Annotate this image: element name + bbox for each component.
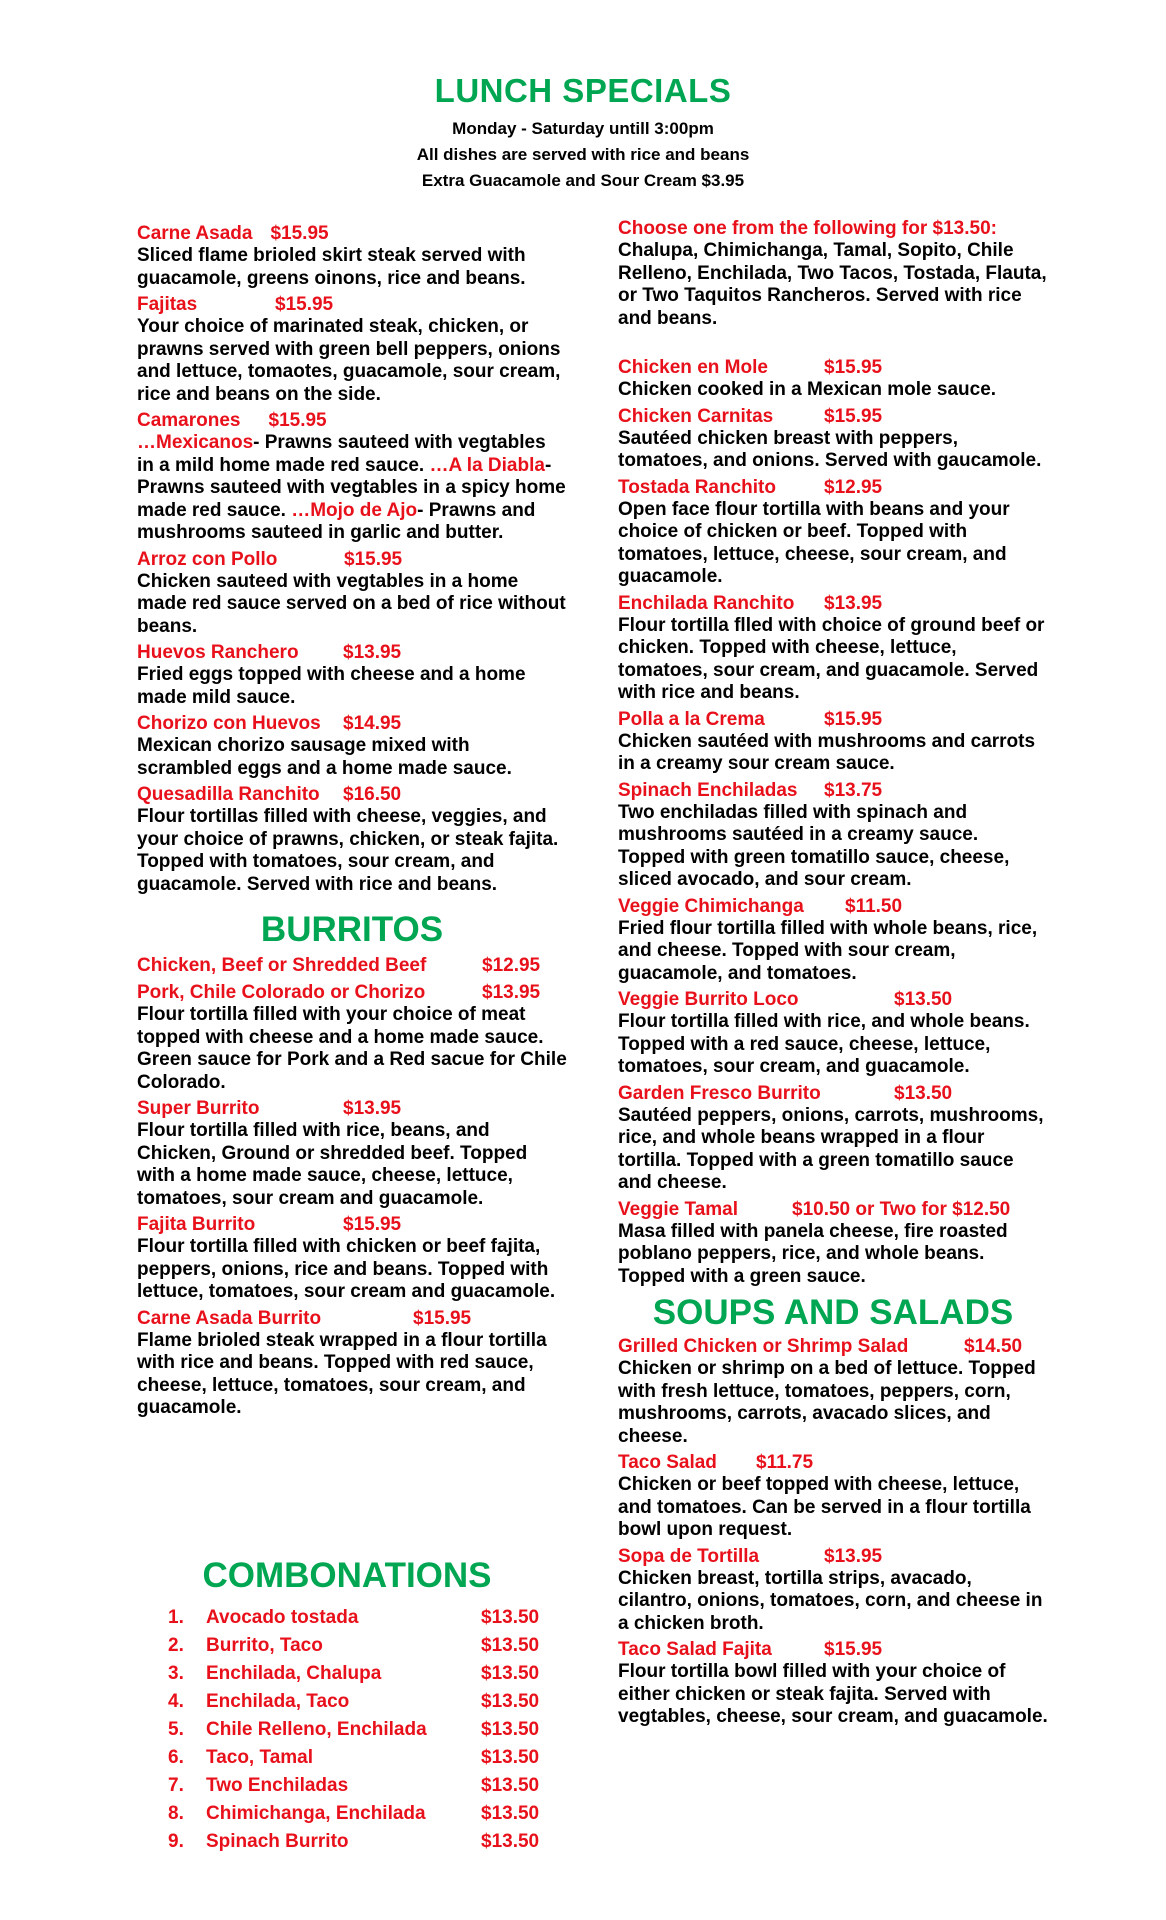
menu-item-sopa-de-tortilla bbox=[618, 1545, 1048, 1636]
item-desc: Chicken cooked in a Mexican mole sauce. bbox=[618, 379, 997, 400]
menu-item-grilled-salad bbox=[618, 1335, 1048, 1448]
combo-row bbox=[168, 1800, 548, 1828]
item-desc: Sautéed peppers, onions, carrots, mushrooms, rice, and whole beans wrapped in a flour tortilla. Topped with a green tomatillo sauce and cheese. bbox=[618, 1104, 1044, 1193]
item-price: $14.50 bbox=[964, 1336, 1023, 1357]
hours-note: Monday - Saturday untill 3:00pm bbox=[452, 119, 714, 138]
menu-item-veggie-tamal bbox=[618, 1198, 1048, 1289]
combo-price: $13.50 bbox=[481, 1607, 540, 1628]
item-name: Super Burrito bbox=[137, 1098, 260, 1119]
extras-note: Extra Guacamole and Sour Cream $3.95 bbox=[421, 171, 745, 190]
menu-item-huevos-ranchero bbox=[137, 641, 567, 709]
item-price: $15.95 bbox=[270, 223, 329, 244]
item-price: $11.75 bbox=[756, 1452, 814, 1473]
item-name: Taco Salad Fajita bbox=[618, 1639, 772, 1660]
menu-item-polla-a-la-crema bbox=[618, 708, 1048, 776]
menu-item-super-burrito bbox=[137, 1097, 567, 1210]
menu-item-spinach-enchiladas bbox=[618, 779, 1048, 892]
combo-name: Spinach Burrito bbox=[206, 1831, 349, 1852]
variant-name: …A la Diabla bbox=[429, 454, 545, 476]
combo-number: 7. bbox=[168, 1775, 184, 1796]
combo-name: Avocado tostada bbox=[206, 1607, 359, 1628]
item-name: Carne Asada bbox=[137, 223, 253, 244]
menu-item-camarones bbox=[137, 409, 567, 545]
variant-desc: - Prawns and mushrooms sauteed in garlic and butter. bbox=[137, 499, 536, 543]
item-price: $15.95 bbox=[413, 1307, 472, 1329]
combo-name: Chile Relleno, Enchilada bbox=[206, 1719, 427, 1740]
item-price: $14.95 bbox=[343, 713, 402, 734]
item-price: $12.95 bbox=[824, 476, 883, 498]
menu-item-quesadilla-ranchito bbox=[137, 783, 567, 896]
item-price: $15.95 bbox=[343, 1214, 402, 1235]
combinations-list bbox=[168, 1604, 548, 1856]
combo-row bbox=[168, 1744, 548, 1772]
left-column bbox=[137, 222, 567, 1423]
menu-item-choose-one bbox=[618, 217, 1048, 330]
combo-row bbox=[168, 1772, 548, 1800]
item-name: Veggie Tamal bbox=[618, 1198, 739, 1220]
combo-number: 6. bbox=[168, 1747, 184, 1768]
item-name: Polla a la Crema bbox=[618, 708, 765, 730]
combo-row bbox=[168, 1604, 548, 1632]
menu-item-enchilada-ranchito bbox=[618, 592, 1048, 705]
item-price: $13.95 bbox=[824, 1545, 883, 1567]
item-name: Spinach Enchiladas bbox=[618, 779, 798, 801]
item-name: Tostada Ranchito bbox=[618, 476, 776, 498]
item-price: $15.95 bbox=[344, 548, 403, 570]
item-price: $13.75 bbox=[824, 779, 883, 801]
item-name: Chicken Carnitas bbox=[618, 405, 774, 427]
menu-item-carne-asada bbox=[137, 222, 567, 290]
menu-item-veggie-chimichanga bbox=[618, 895, 1048, 986]
item-desc bbox=[137, 432, 567, 545]
combo-price: $13.50 bbox=[481, 1719, 540, 1740]
item-name: Chicken en Mole bbox=[618, 357, 768, 378]
item-name: Quesadilla Ranchito bbox=[137, 784, 320, 805]
item-name: Camarones bbox=[137, 410, 241, 431]
item-desc: Sliced flame brioled skirt steak served with guacamole, greens oinons, rice and beans. bbox=[137, 245, 526, 289]
combo-number: 9. bbox=[168, 1831, 184, 1852]
menu-item-veggie-burrito-loco bbox=[618, 988, 1048, 1079]
menu-item-chicken-en-mole bbox=[618, 356, 1048, 402]
item-name: Veggie Burrito Loco bbox=[618, 989, 799, 1010]
menu-item-burrito-chicken-beef bbox=[137, 954, 567, 977]
item-name: Fajita Burrito bbox=[137, 1214, 256, 1235]
item-name: Taco Salad bbox=[618, 1452, 717, 1473]
variant-desc: - Prawns sauteed with vegtables in a spicy home made red sauce. bbox=[137, 454, 566, 521]
variant-desc: - Prawns sauteed with vegtables in a mild home made red sauce. bbox=[137, 432, 546, 476]
item-desc: Masa filled with panela cheese, fire roasted poblano peppers, rice, and whole beans. Topped with a green sauce. bbox=[618, 1220, 1008, 1287]
variant-name: …Mojo de Ajo bbox=[291, 499, 418, 521]
combo-price: $13.50 bbox=[481, 1635, 540, 1656]
variant-name: …Mexicanos bbox=[137, 432, 254, 453]
combo-number: 8. bbox=[168, 1803, 184, 1824]
item-desc: Chicken or shrimp on a bed of lettuce. Topped with fresh lettuce, tomatoes, peppers, corn, mushrooms, carrots, avacado slices, and cheese. bbox=[618, 1358, 1036, 1447]
item-desc: Open face flour tortilla with beans and your choice of chicken or beef. Topped with tomatoes, lettuce, cheese, sour cream, and guacamole. bbox=[618, 498, 1010, 587]
right-column bbox=[618, 217, 1048, 1732]
item-desc: Fried eggs topped with cheese and a home made mild sauce. bbox=[137, 664, 526, 708]
item-desc: Fried flour tortilla filled with whole beans, rice, and cheese. Topped with sour cream, guacamole, and tomatoes. bbox=[618, 917, 1038, 984]
item-desc: Chicken or beef topped with cheese, lettuce, and tomatoes. Can be served in a flour tortilla bowl upon request. bbox=[618, 1474, 1031, 1540]
combo-name: Burrito, Taco bbox=[206, 1635, 323, 1656]
item-desc: Flour tortilla bowl filled with your choice of either chicken or steak fajita. Served with vegtables, cheese, sour cream, and guacamole. bbox=[618, 1661, 1048, 1727]
item-price: $13.95 bbox=[824, 592, 883, 614]
item-price: $10.50 or Two for $12.50 bbox=[792, 1198, 1011, 1220]
item-name: Sopa de Tortilla bbox=[618, 1545, 760, 1567]
item-name: Enchilada Ranchito bbox=[618, 592, 795, 614]
item-name: Pork, Chile Colorado or Chorizo bbox=[137, 982, 426, 1003]
served-note: All dishes are served with rice and beans bbox=[416, 145, 750, 164]
combo-number: 3. bbox=[168, 1663, 184, 1684]
item-price: $15.95 bbox=[824, 357, 883, 378]
item-price: $15.95 bbox=[824, 1639, 883, 1660]
item-desc: Flour tortilla filled with chicken or beef fajita, peppers, onions, rice and beans. Topped with lettuce, tomatoes, sour cream and guacamole. bbox=[137, 1236, 556, 1302]
item-desc: Flour tortilla filled with your choice of meat topped with cheese and a home made sauce. Green sauce for Pork and a Red sacue for Chile Colorado. bbox=[137, 1004, 567, 1093]
menu-item-taco-salad bbox=[618, 1451, 1048, 1542]
combo-number: 5. bbox=[168, 1719, 184, 1740]
item-desc: Chicken breast, tortilla strips, avacado, cilantro, onions, tomatoes, corn, and cheese in a chicken broth. bbox=[618, 1567, 1043, 1634]
item-price: $16.50 bbox=[343, 784, 402, 805]
item-desc: Chalupa, Chimichanga, Tamal, Sopito, Chile Relleno, Enchilada, Two Tacos, Tostada, Flauta, or Two Taquitos Rancheros. Served with rice and beans. bbox=[618, 240, 1047, 329]
combo-row bbox=[168, 1716, 548, 1744]
item-name: Grilled Chicken or Shrimp Salad bbox=[618, 1336, 909, 1357]
menu-item-carne-asada-burrito bbox=[137, 1307, 567, 1420]
item-desc: Flour tortilla filled with rice, and whole beans. Topped with a red sauce, cheese, lettuce, tomatoes, sour cream, and guacamole. bbox=[618, 1011, 1030, 1077]
item-desc: Mexican chorizo sausage mixed with scrambled eggs and a home made sauce. bbox=[137, 735, 512, 779]
item-price: $15.95 bbox=[824, 405, 883, 427]
combo-price: $13.50 bbox=[481, 1775, 540, 1796]
combo-price: $13.50 bbox=[481, 1747, 540, 1768]
item-desc: Sautéed chicken breast with peppers, tomatoes, and onions. Served with gaucamole. bbox=[618, 427, 1042, 471]
item-name: Garden Fresco Burrito bbox=[618, 1082, 821, 1104]
item-desc: Flame brioled steak wrapped in a flour tortilla with rice and beans. Topped with red sauce, cheese, lettuce, tomatoes, sour cream, and guacamole. bbox=[137, 1329, 547, 1418]
combo-name: Enchilada, Taco bbox=[206, 1691, 350, 1712]
item-name: Chicken, Beef or Shredded Beef bbox=[137, 955, 427, 976]
item-desc: Two enchiladas filled with spinach and mushrooms sautéed in a creamy sauce. Topped with green tomatillo sauce, cheese, sliced avocado, and sour cream. bbox=[618, 801, 1010, 890]
menu-item-burrito-pork-chile bbox=[137, 981, 567, 1094]
combo-price: $13.50 bbox=[481, 1663, 540, 1684]
combo-row bbox=[168, 1688, 548, 1716]
item-name: Veggie Chimichanga bbox=[618, 895, 804, 917]
combo-number: 4. bbox=[168, 1691, 184, 1712]
item-price: $15.95 bbox=[268, 410, 327, 431]
item-name: Carne Asada Burrito bbox=[137, 1307, 322, 1329]
menu-item-chorizo-con-huevos bbox=[137, 712, 567, 780]
combo-price: $13.50 bbox=[481, 1691, 540, 1712]
combo-number: 2. bbox=[168, 1635, 184, 1656]
combo-name: Taco, Tamal bbox=[206, 1747, 313, 1768]
item-name: Arroz con Pollo bbox=[137, 548, 278, 570]
page-title: LUNCH SPECIALS bbox=[434, 72, 732, 109]
item-price: $13.95 bbox=[482, 982, 541, 1003]
item-desc: Your choice of marinated steak, chicken, or prawns served with green bell peppers, onions and lettuce, tomaotes, guacamole, sour cream, rice and beans on the side. bbox=[137, 316, 561, 405]
item-name: Fajitas bbox=[137, 294, 198, 315]
combo-number: 1. bbox=[168, 1607, 184, 1628]
item-price: $12.95 bbox=[482, 955, 541, 976]
item-desc: Flour tortilla filled with rice, beans, and Chicken, Ground or shredded beef. Topped with a home made sauce, cheese, lettuce, tomatoes, sour cream and guacamole. bbox=[137, 1120, 528, 1209]
menu-item-tostada-ranchito bbox=[618, 476, 1048, 589]
item-price: $15.95 bbox=[824, 708, 883, 730]
item-name: Choose one from the following for $13.50: bbox=[618, 218, 997, 239]
combo-name: Two Enchiladas bbox=[206, 1775, 349, 1796]
item-desc: Flour tortilla flled with choice of ground beef or chicken. Topped with cheese, lettuce, tomatoes, sour cream, and guacamole. Served with rice and beans. bbox=[618, 614, 1045, 703]
menu-item-garden-fresco-burrito bbox=[618, 1082, 1048, 1195]
combinations-title: COMBONATIONS bbox=[202, 1556, 492, 1595]
item-price: $13.50 bbox=[894, 1082, 953, 1104]
combo-name: Enchilada, Chalupa bbox=[206, 1663, 382, 1684]
combo-row bbox=[168, 1660, 548, 1688]
menu-item-taco-salad-fajita bbox=[618, 1638, 1048, 1729]
item-price: $13.95 bbox=[343, 1098, 402, 1119]
item-price: $15.95 bbox=[275, 294, 334, 315]
menu-item-chicken-carnitas bbox=[618, 405, 1048, 473]
combo-price: $13.50 bbox=[481, 1803, 540, 1824]
item-desc: Chicken sauteed with vegtables in a home made red sauce served on a bed of rice without beans. bbox=[137, 570, 566, 637]
soups-salads-title: SOUPS AND SALADS bbox=[652, 1293, 1014, 1332]
item-desc: Chicken sautéed with mushrooms and carrots in a creamy sour cream sauce. bbox=[618, 730, 1036, 774]
combo-row bbox=[168, 1632, 548, 1660]
item-price: $11.50 bbox=[845, 895, 903, 917]
item-price: $13.95 bbox=[343, 642, 402, 663]
menu-item-fajita-burrito bbox=[137, 1213, 567, 1304]
item-price: $13.50 bbox=[894, 989, 953, 1010]
item-desc: Flour tortillas filled with cheese, veggies, and your choice of prawns, chicken, or steak fajita. Topped with tomatoes, sour cream, and guacamole. Served with rice and beans. bbox=[137, 806, 559, 895]
burritos-title: BURRITOS bbox=[260, 910, 444, 949]
item-name: Huevos Ranchero bbox=[137, 642, 299, 663]
item-name: Chorizo con Huevos bbox=[137, 713, 321, 734]
menu-item-arroz-con-pollo bbox=[137, 548, 567, 639]
combo-name: Chimichanga, Enchilada bbox=[206, 1803, 426, 1824]
menu-item-fajitas bbox=[137, 293, 567, 406]
combo-price: $13.50 bbox=[481, 1831, 540, 1852]
combo-row bbox=[168, 1828, 548, 1856]
